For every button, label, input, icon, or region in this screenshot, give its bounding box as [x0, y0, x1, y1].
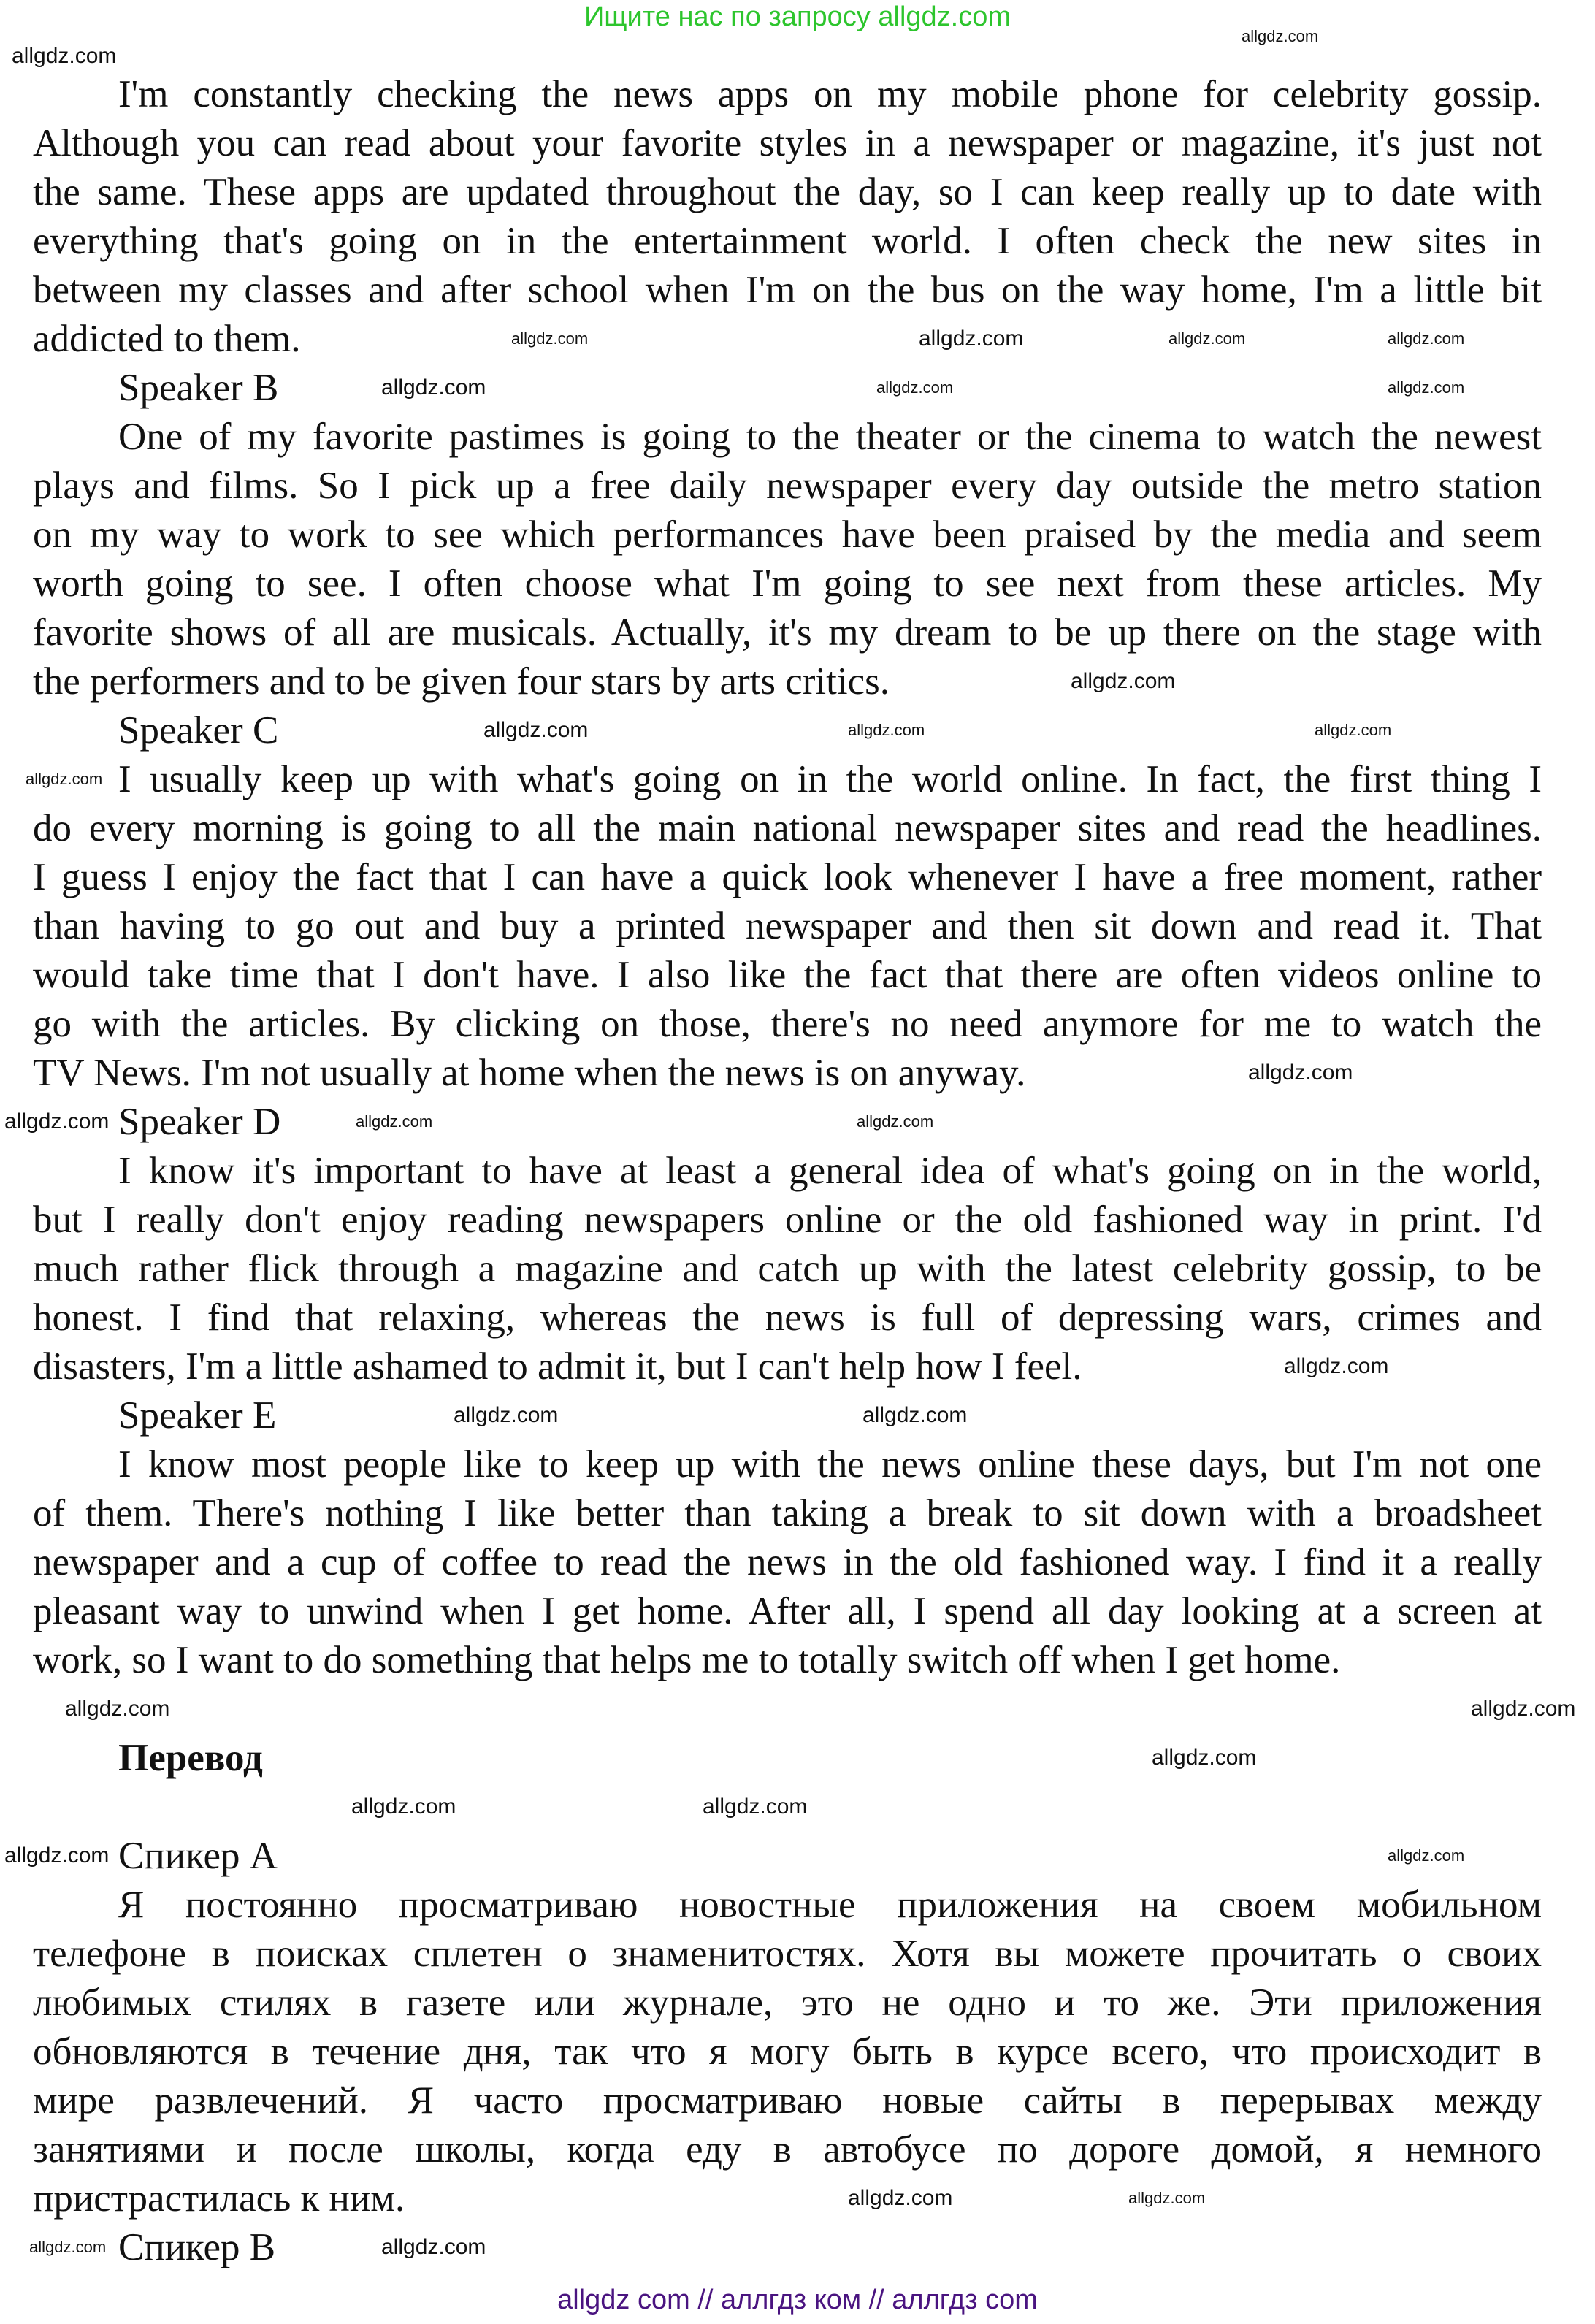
- watermark: allgdz.com: [919, 326, 1024, 351]
- paragraph-line: would take time that I don't have. I also like the fact that there are often videos online to: [33, 954, 1542, 996]
- speaker-heading: Спикер В: [118, 2226, 276, 2268]
- paragraph-line: pleasant way to unwind when I get home. After all, I spend all day looking at a screen at: [33, 1590, 1542, 1632]
- watermark: allgdz.com: [1315, 721, 1392, 739]
- paragraph-line: do every morning is going to all the main national newspaper sites and read the headlines.: [33, 807, 1542, 849]
- watermark: allgdz.com: [351, 1794, 456, 1819]
- watermark: allgdz.com: [1388, 378, 1465, 397]
- paragraph-line: Я постоянно просматриваю новостные приложения на своем мобильном: [118, 1884, 1542, 1926]
- paragraph-line: пристрастилась к ним.: [33, 2177, 405, 2220]
- speaker-heading: Speaker E: [118, 1394, 277, 1437]
- watermark: allgdz.com: [1388, 1846, 1465, 1865]
- watermark: allgdz.com: [1168, 329, 1246, 348]
- watermark: allgdz.com: [65, 1697, 170, 1721]
- watermark: allgdz.com: [26, 770, 103, 788]
- watermark: allgdz.com: [876, 378, 954, 397]
- watermark: allgdz.com: [1071, 669, 1176, 693]
- paragraph-line: favorite shows of all are musicals. Actually, it's my dream to be up there on the stage with: [33, 611, 1542, 654]
- watermark: allgdz.com: [454, 1403, 559, 1427]
- paragraph-line: I'm constantly checking the news apps on my mobile phone for celebrity gossip.: [118, 73, 1542, 115]
- paragraph-line: I usually keep up with what's going on in the world online. In fact, the first thing I: [118, 758, 1542, 800]
- speaker-heading: Speaker D: [118, 1101, 281, 1143]
- watermark: allgdz.com: [848, 721, 925, 739]
- paragraph-line: the performers and to be given four stars by arts critics.: [33, 660, 890, 703]
- site-banner: Ищите нас по запросу allgdz.com: [584, 1, 1011, 32]
- watermark: allgdz.com: [511, 329, 589, 348]
- watermark: allgdz.com: [29, 2238, 107, 2256]
- watermark: allgdz.com: [857, 1112, 934, 1131]
- watermark: allgdz.com: [381, 375, 486, 400]
- watermark: allgdz.com: [1471, 1697, 1576, 1721]
- watermark: allgdz.com: [1284, 1354, 1389, 1378]
- paragraph-line: but I really don't enjoy reading newspapers online or the old fashioned way in print. I'd: [33, 1199, 1542, 1241]
- paragraph-line: everything that's going on in the entertainment world. I often check the new sites in: [33, 220, 1542, 262]
- paragraph-line: One of my favorite pastimes is going to the theater or the cinema to watch the newest: [118, 416, 1542, 458]
- watermark: allgdz.com: [1242, 27, 1319, 45]
- speaker-heading: Speaker B: [118, 367, 279, 409]
- site-footer: allgdz com // аллгдз ком // аллгдз com: [557, 2285, 1038, 2315]
- paragraph-line: телефоне в поисках сплетен о знаменитостях. Хотя вы можете прочитать о своих: [33, 1933, 1542, 1975]
- paragraph-line: любимых стилях в газете или журнале, это не одно и то же. Эти приложения: [33, 1981, 1542, 2024]
- paragraph-line: disasters, I'm a little ashamed to admit it, but I can't help how I feel.: [33, 1345, 1082, 1388]
- watermark: allgdz.com: [1152, 1746, 1257, 1770]
- speaker-heading: Спикер А: [118, 1835, 278, 1877]
- paragraph-line: worth going to see. I often choose what I'm going to see next from these articles. My: [33, 562, 1542, 605]
- paragraph-line: go with the articles. By clicking on those, there's no need anymore for me to watch the: [33, 1003, 1542, 1045]
- watermark: allgdz.com: [1128, 2189, 1206, 2207]
- paragraph-line: plays and films. So I pick up a free daily newspaper every day outside the metro station: [33, 465, 1542, 507]
- watermark: allgdz.com: [1388, 329, 1465, 348]
- paragraph-line: обновляются в течение дня, так что я могу быть в курсе всего, что происходит в: [33, 2030, 1542, 2073]
- watermark: allgdz.com: [4, 1843, 110, 1868]
- paragraph-line: honest. I find that relaxing, whereas the news is full of depressing wars, crimes and: [33, 1296, 1542, 1339]
- watermark: allgdz.com: [1248, 1060, 1353, 1085]
- paragraph-line: of them. There's nothing I like better than taking a break to sit down with a broadsheet: [33, 1492, 1542, 1534]
- paragraph-line: between my classes and after school when I'm on the bus on the way home, I'm a little bit: [33, 269, 1542, 311]
- paragraph-line: work, so I want to do something that helps me to totally switch off when I get home.: [33, 1639, 1341, 1681]
- watermark: allgdz.com: [12, 44, 117, 68]
- paragraph-line: I know most people like to keep up with the news online these days, but I'm not one: [118, 1443, 1542, 1486]
- watermark: allgdz.com: [703, 1794, 808, 1819]
- watermark: allgdz.com: [356, 1112, 433, 1131]
- paragraph-line: Although you can read about your favorite styles in a newspaper or magazine, it's just not: [33, 122, 1542, 164]
- paragraph-line: than having to go out and buy a printed newspaper and then sit down and read it. That: [33, 905, 1542, 947]
- paragraph-line: I know it's important to have at least a general idea of what's going on in the world,: [118, 1150, 1542, 1192]
- watermark: allgdz.com: [483, 718, 589, 742]
- paragraph-line: newspaper and a cup of coffee to read the news in the old fashioned way. I find it a really: [33, 1541, 1542, 1583]
- watermark: allgdz.com: [862, 1403, 968, 1427]
- section-title: Перевод: [118, 1737, 263, 1779]
- paragraph-line: I guess I enjoy the fact that I can have a quick look whenever I have a free moment, rather: [33, 856, 1542, 898]
- paragraph-line: much rather flick through a magazine and catch up with the latest celebrity gossip, to be: [33, 1247, 1542, 1290]
- paragraph-line: on my way to work to see which performances have been praised by the media and seem: [33, 513, 1542, 556]
- watermark: allgdz.com: [848, 2186, 953, 2210]
- paragraph-line: мире развлечений. Я часто просматриваю новые сайты в перерывах между: [33, 2079, 1542, 2122]
- paragraph-line: занятиями и после школы, когда еду в автобусе по дороге домой, я немного: [33, 2128, 1542, 2171]
- paragraph-line: addicted to them.: [33, 318, 301, 360]
- watermark: allgdz.com: [381, 2235, 486, 2259]
- document-body: [33, 70, 1542, 2272]
- watermark: allgdz.com: [4, 1109, 110, 1134]
- paragraph-line: the same. These apps are updated throughout the day, so I can keep really up to date with: [33, 171, 1542, 213]
- paragraph-line: TV News. I'm not usually at home when the news is on anyway.: [33, 1052, 1026, 1094]
- speaker-heading: Speaker C: [118, 709, 279, 752]
